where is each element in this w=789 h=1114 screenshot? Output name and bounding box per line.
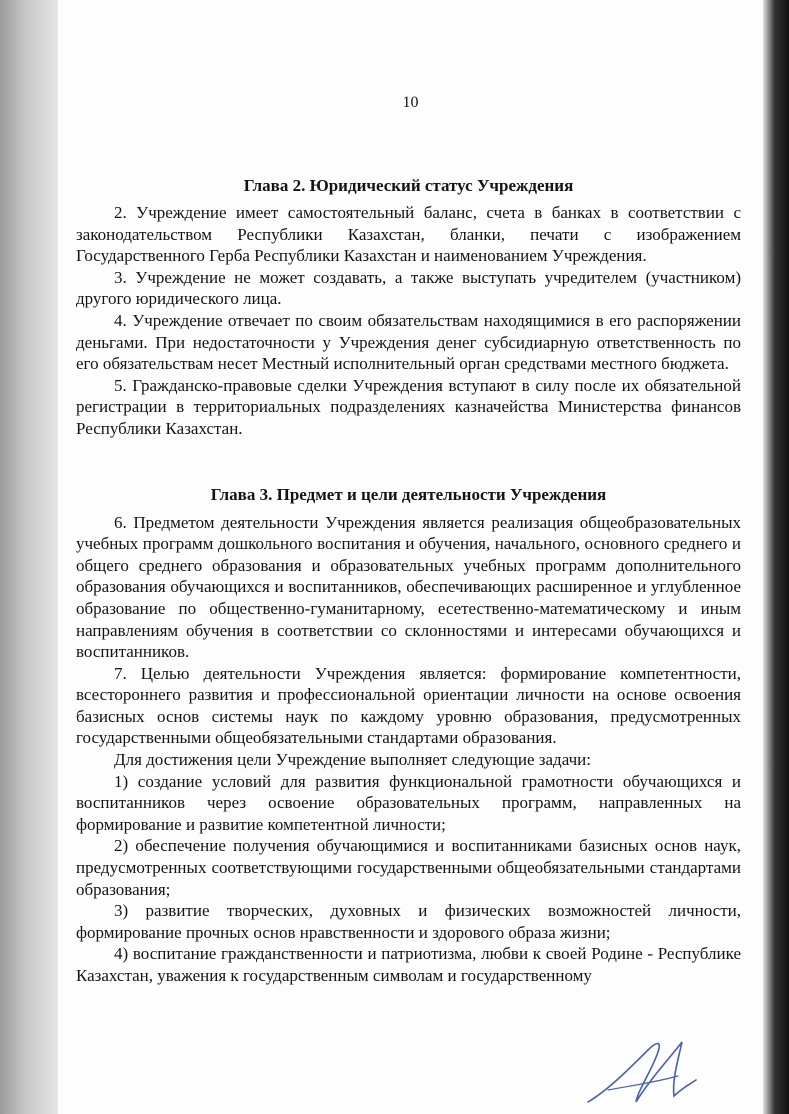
page-number: 10 — [402, 94, 419, 111]
paragraph: 2. Учреждение имеет самостоятельный баланс, счета в банках в соответствии с законодательством Республики Казахстан, бланки, печати с изображением Государственного Герба Республики Казахстан и наименованием Учреждения. — [76, 203, 741, 266]
paragraph: 7. Целью деятельности Учреждения является: формирование компетентности, всестороннего развития и профессиональной ориентации личности на основе освоения базисных основ системы наук по каждому уровню образования, предусмотренных государственными общеобязательными стандартами образования. — [76, 663, 741, 748]
scan-left-edge — [0, 0, 58, 1114]
paragraph: 3. Учреждение не может создавать, а также выступать учредителем (участником) другого юридического лица. — [76, 267, 741, 309]
document-page — [58, 0, 763, 1114]
list-item: 1) создание условий для развития функциональной грамотности обучающихся и воспитанников через освоение образовательных программ, направленных на формирование и развитие компетентной личности; — [76, 771, 741, 834]
list-item: 3) развитие творческих, духовных и физических возможностей личности, формирование прочных основ нравственности и здорового образа жизни; — [76, 901, 741, 942]
scan-right-edge — [763, 0, 789, 1114]
paragraph: 5. Гражданско-правовые сделки Учреждения вступают в силу после их обязательной регистрации в территориальных подразделениях казначейства Министерства финансов Республики Казахстан. — [76, 375, 741, 438]
paragraph: Для достижения цели Учреждение выполняет следующие задачи: — [114, 750, 591, 770]
chapter-3-heading: Глава 3. Предмет и цели деятельности Учреждения — [210, 484, 607, 504]
list-item: 4) воспитание гражданственности и патриотизма, любви к своей Родине - Республике Казахстан, уважения к государственным символам и государственному — [76, 944, 741, 985]
document-body — [76, 175, 741, 987]
paragraph: 4. Учреждение отвечает по своим обязательствам находящимися в его распоряжении деньгами. При недостаточности у Учреждения денег субсидиарную ответственность по его обязательствам несет Местный исполнительный орган средствами местного бюджета. — [76, 310, 741, 374]
handwritten-signature — [578, 1030, 698, 1110]
paragraph: 6. Предметом деятельности Учреждения является реализация общеобразовательных учебных программ дошкольного воспитания и обучения, начального, основного среднего и общего среднего образования и образовательных учебных программ дополнительного образования обучающихся и воспитанников, обеспечивающих расширенное и углубленное образование по общественно-гуманитарному, есетественно-математическому и иным направлениям обучения в соответствии со склонностями и интересами обучающихся и воспитанников. — [76, 512, 741, 662]
list-item: 2) обеспечение получения обучающимися и воспитанниками базисных основ наук, предусмотренных соответствующими государственными общеобязательными стандартами образования; — [76, 836, 741, 899]
chapter-2-heading: Глава 2. Юридический статус Учреждения — [243, 176, 574, 195]
